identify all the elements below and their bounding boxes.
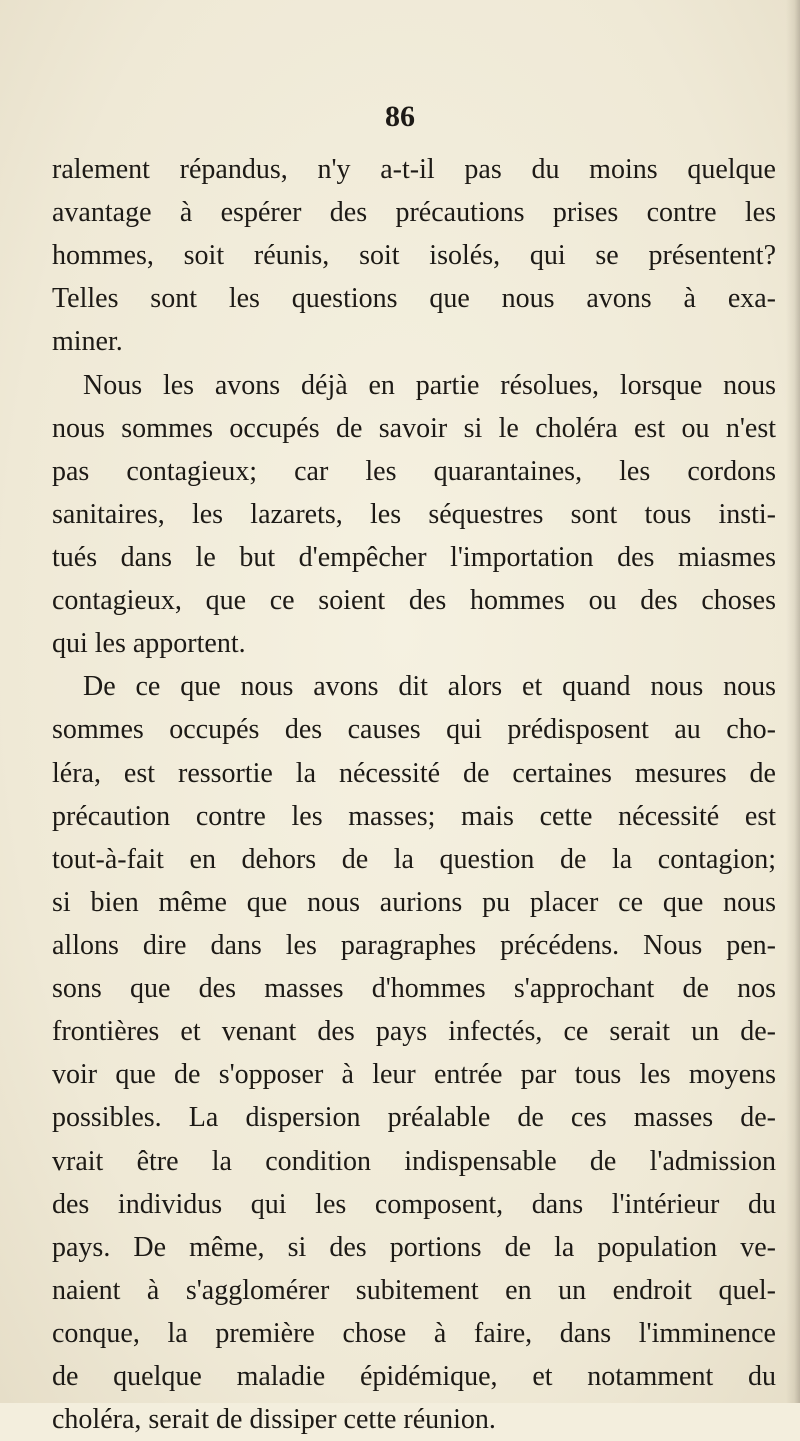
- text-line: tués dans le but d'empêcher l'importation des miasmes: [52, 541, 776, 573]
- text-line: avantage à espérer des précautions prises contre les: [52, 197, 776, 229]
- text-line: sanitaires, les lazarets, les séquestres sont tous insti-: [52, 498, 776, 530]
- text-line: choléra, serait de dissiper cette réunion.: [52, 1404, 496, 1436]
- text-line: voir que de s'opposer à leur entrée par tous les moyens: [52, 1059, 776, 1091]
- text-line: naient à s'agglomérer subitement en un endroit quel-: [52, 1274, 776, 1306]
- body-text: [52, 148, 776, 1441]
- text-line: nous sommes occupés de savoir si le choléra est ou n'est: [52, 412, 776, 444]
- text-line: conque, la première chose à faire, dans l'imminence: [52, 1317, 776, 1349]
- text-line: léra, est ressortie la nécessité de certaines mesures de: [52, 757, 776, 789]
- text-line: hommes, soit réunis, soit isolés, qui se présentent?: [52, 240, 776, 272]
- text-line: Telles sont les questions que nous avons à exa-: [52, 283, 776, 315]
- text-line: miner.: [52, 326, 123, 358]
- page-number: 86: [385, 100, 415, 133]
- text-line: pas contagieux; car les quarantaines, les cordons: [52, 455, 776, 487]
- text-line: sons que des masses d'hommes s'approchant de nos: [52, 973, 776, 1005]
- text-line: frontières et venant des pays infectés, ce serait un de-: [52, 1016, 776, 1048]
- text-line: De ce que nous avons dit alors et quand nous nous: [83, 671, 776, 703]
- text-line: allons dire dans les paragraphes précédens. Nous pen-: [52, 929, 776, 961]
- text-line: si bien même que nous aurions pu placer ce que nous: [52, 886, 776, 918]
- text-line: contagieux, que ce soient des hommes ou des choses: [52, 585, 776, 617]
- text-line: ralement répandus, n'y a-t-il pas du moins quelque: [52, 154, 776, 185]
- text-line: pays. De même, si des portions de la population ve-: [52, 1231, 776, 1263]
- text-line: des individus qui les composent, dans l'intérieur du: [52, 1188, 776, 1220]
- text-line: qui les apportent.: [52, 628, 246, 660]
- text-line: précaution contre les masses; mais cette nécessité est: [52, 800, 776, 832]
- page-edge-shadow: [786, 0, 800, 1403]
- text-line: vrait être la condition indispensable de l'admission: [52, 1145, 776, 1177]
- text-line: tout-à-fait en dehors de la question de la contagion;: [52, 843, 776, 875]
- text-line: de quelque maladie épidémique, et notamment du: [52, 1361, 776, 1393]
- text-line: Nous les avons déjà en partie résolues, lorsque nous: [83, 369, 776, 401]
- text-line: possibles. La dispersion préalable de ces masses de-: [52, 1102, 776, 1134]
- text-line: sommes occupés des causes qui prédisposent au cho-: [52, 714, 776, 746]
